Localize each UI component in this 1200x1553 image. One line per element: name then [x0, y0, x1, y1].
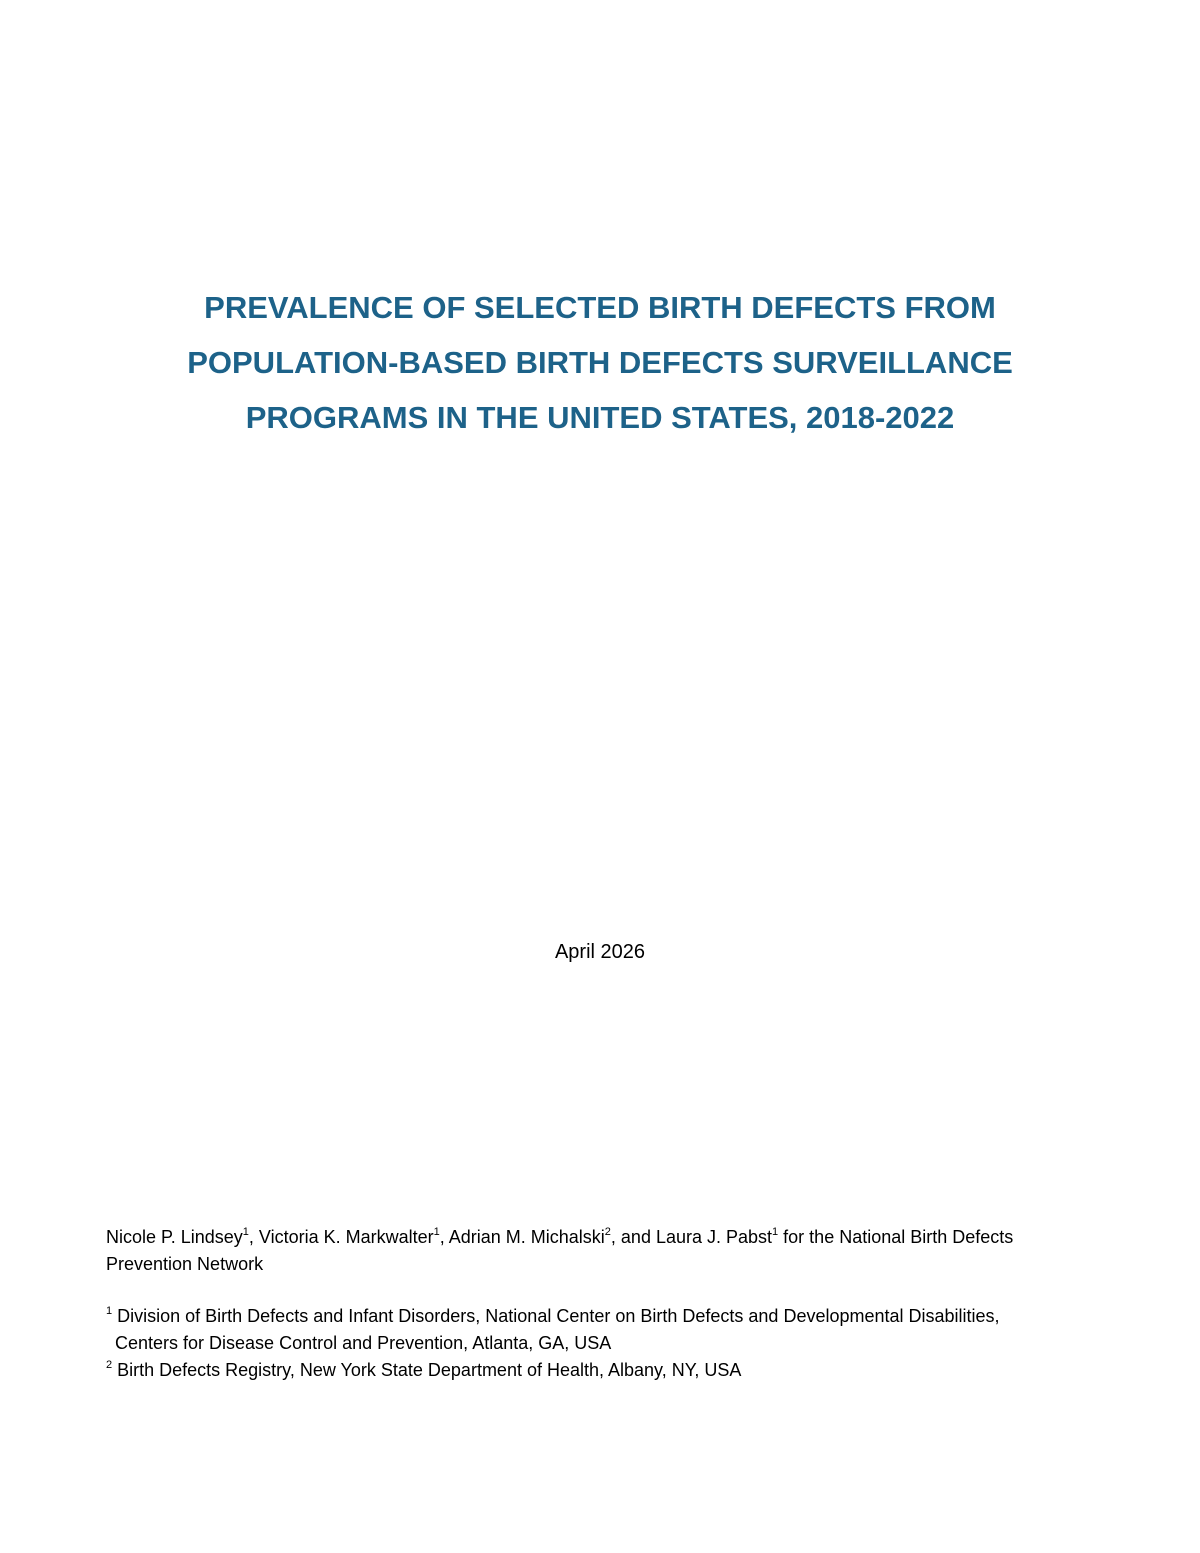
author-name: Laura J. Pabst — [655, 1227, 773, 1247]
report-title-line-1: PREVALENCE OF SELECTED BIRTH DEFECTS FROM — [204, 290, 996, 325]
author-separator: , and — [610, 1227, 656, 1247]
report-title — [150, 280, 1050, 445]
affiliation-item — [106, 1303, 1106, 1330]
affiliation-marker: 1 — [106, 1305, 113, 1317]
author-separator: , — [248, 1227, 259, 1247]
report-title-line-3: PROGRAMS IN THE UNITED STATES, 2018-2022 — [245, 400, 955, 435]
author-name: Victoria K. Markwalter — [258, 1227, 434, 1247]
author-list — [106, 1224, 1096, 1278]
affiliation-list — [106, 1303, 1106, 1384]
publication-date: April 2026 — [554, 941, 646, 963]
author-name: Nicole P. Lindsey — [106, 1227, 243, 1247]
affiliation-marker: 1 — [242, 1226, 249, 1238]
affiliation-marker: 1 — [433, 1226, 440, 1238]
report-title-line-2: POPULATION-BASED BIRTH DEFECTS SURVEILLANCE — [187, 345, 1013, 380]
author-name: Adrian M. Michalski — [448, 1227, 605, 1247]
author-separator: , — [439, 1227, 449, 1247]
affiliation-marker: 2 — [106, 1359, 113, 1371]
authors-suffix: for the National Birth Defects Prevention Network — [106, 1227, 1014, 1274]
affiliation-marker: 2 — [604, 1226, 611, 1238]
affiliation-marker: 1 — [772, 1226, 779, 1238]
affiliation-item — [106, 1357, 1106, 1384]
affiliation-text: Division of Birth Defects and Infant Disorders, National Center on Birth Defects and Developmental Disabilities, — [112, 1306, 1000, 1326]
affiliation-text: Birth Defects Registry, New York State Department of Health, Albany, NY, USA — [112, 1360, 742, 1380]
affiliation-text-continued: Centers for Disease Control and Prevention, Atlanta, GA, USA — [115, 1333, 612, 1353]
